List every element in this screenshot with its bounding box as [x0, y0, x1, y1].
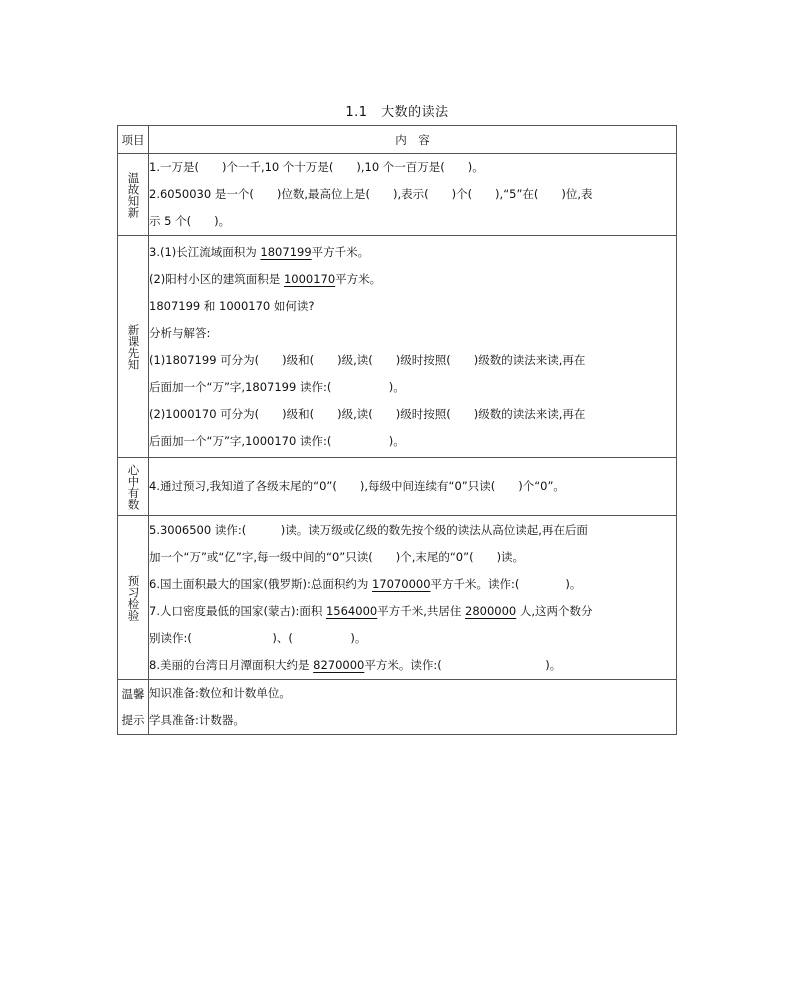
section-label-newlesson-text: 新课先知: [126, 323, 141, 370]
underlined-number: 17070000: [371, 576, 431, 591]
question-line: [149, 598, 676, 625]
question-line: [149, 652, 676, 679]
question-line: 后面加一个“万”字,1000170 读作:( )。: [149, 433, 405, 448]
question-line: 分析与解答:: [149, 325, 211, 340]
text-span: 3.(1)长江流域面积为: [149, 244, 261, 259]
question-line: (2)1000170 可分为( )级和( )级,读( )级时按照( )级数的读法来读,再在: [149, 406, 586, 421]
question-line: 1.一万是( )个一千,10 个十万是( ),10 个一百万是( )。: [149, 160, 484, 174]
question-line: 4.通过预习,我知道了各级末尾的“0”( ),每级中间连续有“0”只读( )个“0”。: [149, 479, 565, 493]
section-label-mindful: [118, 458, 149, 516]
text-span: 平方千米。读作:( )。: [430, 576, 582, 591]
text-span: 7.人口密度最低的国家(蒙古):面积: [149, 603, 326, 618]
section-label-check: [118, 516, 149, 680]
section-label-newlesson: [118, 236, 149, 458]
underlined-number: 1807199: [260, 244, 312, 259]
section-content-tips: [149, 680, 677, 735]
section-content-mindful: [149, 458, 677, 516]
section-tips-row: [118, 680, 677, 735]
section-check-row: [118, 516, 677, 680]
tip-line: 知识准备:数位和计数单位。: [149, 686, 291, 700]
question-line: 后面加一个“万”字,1807199 读作:( )。: [149, 379, 405, 394]
text-span: (2)阳村小区的建筑面积是: [149, 271, 284, 286]
underlined-number: 1564000: [325, 603, 378, 618]
question-line: [149, 266, 676, 293]
section-label-tips: [118, 680, 149, 735]
header-item-cell: 项目: [118, 126, 149, 154]
text-span: 6.国土面积最大的国家(俄罗斯):总面积约为: [149, 576, 372, 591]
question-line: 别读作:( )、( )。: [149, 630, 367, 645]
underlined-number: 1000170: [283, 271, 336, 286]
preview-table: [117, 125, 677, 735]
tip-line: 学具准备:计数器。: [149, 713, 245, 727]
text-span: 平方米。: [335, 271, 382, 286]
section-newlesson-row: [118, 236, 677, 458]
question-line: [149, 571, 676, 598]
section-label-tips-bottom: 提示: [121, 713, 145, 727]
section-label-tips-top: 温馨: [121, 687, 145, 701]
header-content-cell: 内 容: [149, 126, 677, 154]
page-title: 1.1 大数的读法: [345, 105, 449, 120]
text-span: 平方千米。: [311, 244, 370, 259]
question-line: 示 5 个( )。: [149, 214, 231, 228]
section-content-review: [149, 154, 677, 236]
text-span: 平方米。读作:( )。: [364, 657, 562, 672]
section-label-review: [118, 154, 149, 236]
section-review-row: [118, 154, 677, 236]
underlined-number: 2800000: [465, 603, 517, 618]
section-label-mindful-text: 心中有数: [126, 463, 141, 510]
question-line: 5.3006500 读作:( )读。读万级或亿级的数先按个级的读法从高位读起,再在后面: [149, 522, 588, 537]
question-line: [149, 239, 676, 266]
section-label-review-text: 温故知新: [126, 171, 141, 218]
section-content-newlesson: [149, 236, 677, 458]
question-line: 1807199 和 1000170 如何读?: [149, 298, 315, 313]
text-span: 8.美丽的台湾日月潭面积大约是: [149, 657, 314, 672]
question-line: 2.6050030 是一个( )位数,最高位上是( ),表示( )个( ),“5”在( )位,表: [149, 187, 593, 201]
text-span: 人,这两个数分: [516, 603, 593, 618]
question-line: 加一个“万”或“亿”字,每一级中间的“0”只读( )个,末尾的“0”( )读。: [149, 549, 525, 564]
section-content-check: [149, 516, 677, 680]
text-span: 平方千米,共居住: [377, 603, 466, 618]
section-mindful-row: [118, 458, 677, 516]
question-line: (1)1807199 可分为( )级和( )级,读( )级时按照( )级数的读法来读,再在: [149, 352, 586, 367]
table-header-row: [118, 126, 677, 154]
section-label-check-text: 预习检验: [126, 574, 141, 621]
underlined-number: 8270000: [313, 657, 365, 672]
